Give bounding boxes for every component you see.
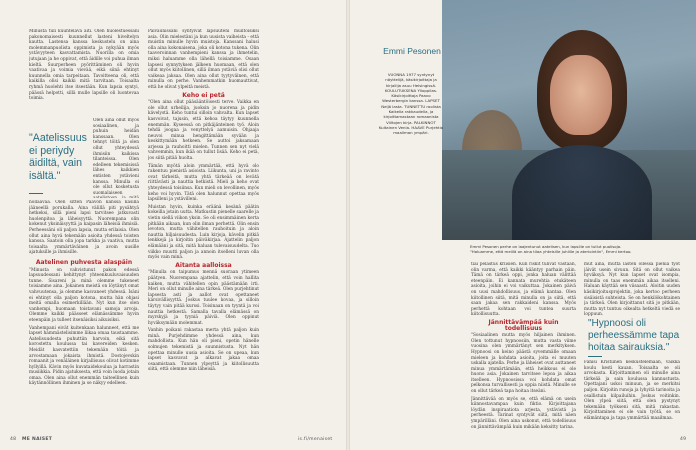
photo-caption: Emmi Pesonen perhe on laajentunut aatelisen, kun lapsille on tullut puolisoja. "Haluamme, että meillä on aina tilaa yhteisille juhlille ja ateriointiin", Emmi kertoo. <box>470 244 632 254</box>
paragraph: tiai pelastus kriisien. Kun riskit tulivat vastaan, olin varma, että kaikki kääntyy parhain päin. Tämä on tärkeä oppi, jonka haluan välittää eteenpäin. Ei kannata murehtia etukäteen asioita, joihin ei voi vaikuttaa. Jokainen päivä on uusi mahdollisuus, ja elämä kantaa. Olen kiitollinen siitä, mitä minulla on ja siitä, että saan jakaa sen rakkaideni kanssa. Myös perhettä kohtaan voi tuntea suurta kiitollisuutta. <box>471 262 576 318</box>
section-heading: Aitanta aalloissa <box>175 261 232 269</box>
portrait-face <box>550 55 612 135</box>
paragraph: nollaavaa. Olen sitten Paavon kanssa käsillä jääneellä porukalla. Aina välillä piti pysähtyä hetkeksi, sillä pieni lapsi tarvitsee jatkuvasti huolenpitoa ja läheisyyttä. Nuorempana olin kokenut yksinäisyyttä ja kaipasin läheisiä ihmisiä. Perheessäni oli paljon lapsia, mutta erilaisia. Olen ollut aina hyvä tekemään asioita yhdessä toisten kanssa. Saatoin olla jopa tarkka ja vaativa, mutta toisaalta ymmärtäväinen ja avoin uusille ajatuksille ja ihmisille. <box>29 200 139 256</box>
section-heading: Jännittävämpää kuin todellisuus <box>488 318 559 332</box>
paragraph: Muistan hyvin, kuinka eräänä kesänä päätin kokeilla jotain uutta. Matkustin pienelle saarelle ja vietin siellä viikon yksin. Se oli ensimmäinen kerta pitkään aikaan, kun olin ilman perhettä. Olin ensin levoton, mutta vähitellen rauhoituin ja aloin nauttia hiljaisuudesta. Luin kirjoja, kävelin pitkiä lenkkejä ja kirjoitin päiväkirjaa. Ajattelin paljon elämääni ja sitä, mitä haluan tulevaisuudelta. Tuo viikko muutti paljon ja annoin itselleni luvan olla myös vain minä. <box>148 204 259 261</box>
article-column-1 <box>29 29 139 129</box>
paragraph: "Minulla on taipumus mennä suoraan ytimeen päätyen. Nuorempana ajattelin, että voin hallita kaiken, mutta vähitellen opin päästämään irti. Meri on ollut minulle aina tärkeä. Olen purjehtinut lapsesta asti ja aallot ovat opettaneet kärsivällisyyttä. Joskus tuulee kovaa, ja silloin täytyy vain pitää kurssi. Toisinaan on tyyntä ja voi nauttia hetkestä. Samalla tavalla elämässä on myrskyjä ja tyyniä päiviä. Olen oppinut hyväksymään molemmat. <box>148 270 259 326</box>
paragraph: Minusta tuli kuuntelava äiti. Olen huolestuessani pakonomaisesti kuunnellut lasteni hiveltelyn kautta. Lastensa kanssa keskustelu on aina molemmanpuolista oppimista ja nykyään myös ystävyyteen kasvattamista. Nuorilla on omia jutujaan ja he oppivat, että äidille voi puhua ilman kieltä. Suurperheen pyörittäminen oli hyvin vaativaa ja voimia vievää, eikä siinä ehtinyt kuunnella omia tarpeitaan. Tavoitteena oli, että kaikilla olisi kaikki mitä tarvitaan. Toisaalta ryhmä huolehti itse itsestään. Kun lapsia syntyi, päässä helpotti, sillä mulle lapsille oli luontevaa toimia. <box>29 29 139 102</box>
paragraph: Vanhempani eivät kuitenkaan halunneet, että me lapset hämmästelisimme liikaa omaa taustaamme. Aatelisuudesta puhuttiin harvoin, eikä sitä korostettu koulussa tai kavereiden kesken. Meidät kasvatettiin tekemään töitä ja arvostamaan jokaista ihmistä. Dostojevskin romaanit ja venäläinen kirjallisuus olivat kotimme hyllyillä. Kävin myös kuvataidekoulua ja harrastin musiikkia. Pidin ajatuksesta, että voin luoda jotain omaa. Olen aina ollut enemmän taiteellinen kuin käytännöllinen ihminen ja se näkyy edelleen. <box>29 325 139 387</box>
profile-bio: VUONNA 1977 syntynyt näyttelijä, käsikirjoittaja ja kirjailija asuu Helsingissä. KOULUTUKSENA Ylioppilas. Käsikirjoittaja Paavo Westerbergin kanssa. LAPSET Neljä lasta. TUNNETTU roolista Kaikella rakkaudella, ja kirjoittamastaan romaanista Viiltojen kirja. PALKINNOT Kultainen Venla. HAAVE Purjehtia maailman ympäri. <box>378 72 444 136</box>
magazine-name: ME NAISET <box>22 437 53 442</box>
article-column-4-bottom <box>584 360 680 434</box>
magazine-url: is.fi/menaiset <box>298 437 333 442</box>
portrait-shoulders <box>512 145 652 240</box>
article-column-1-cont <box>29 200 139 258</box>
article-column-1-side <box>93 118 139 198</box>
pull-quote: "Aatelissuus ei periydy äidiltä, vain isältä." <box>29 132 87 182</box>
paragraph: Vanhin poikani rakastaa merta yhtä paljon kuin minä. Purjehdimme yhdessä aina, kun mahdollista. Kun hän oli pieni, opetin hänelle solmujen tekemistä ja suunnistusta. Nyt hän opettaa minulle uusia asioita. Se on upeaa, kun lapset kasvavat ja alkavat jakaa omaa osaamistaan. Tunnen ylpeyttä ja kiitollisuutta siitä, että olemme niin läheisiä. <box>148 328 259 373</box>
paragraph: "Minusta on vahvistunut pakon edessä lapsuudessani kehittynyt yhteenkuuluvaisuuden tunne. Sisareni ja minä olemme tukeneet toisiamme aina. Jokainen meistä on löytänyt omat vahvuutensa, ja olemme kasvaneet yhdessä. Isäni ei ehtinyt olla paljon kotona, mutta hän ohjasi meitä omalla esimerkillään. Nyt kun itse olen vanhempi, huomaan toistavani samoja arvoja. Olemme kaikki päässeet elämässämme hyvin eteenpäin ja tulleet itsenäisiksi aikuisiksi. <box>29 267 139 323</box>
gutter <box>346 0 350 450</box>
article-column-3 <box>471 262 576 434</box>
pull-quote-rule <box>29 193 43 194</box>
paragraph: Olen aina ollut myös sosiaalinen, ja puhuin heidän kanssaan. Olen tehnyt töitä ja olen ollut yhteydessä ihmisiin kaikissa tilanteissa. Olen edelleen tekemisissä lähes kaikkien entisten ystävieni kanssa. Minulla ei ole ollut kosketusta suomalaiseen <box>93 118 139 196</box>
paragraph: Jännittävää on myös se, että elämä on usein kiinnostavampaa kuin fiktio. Kirjoittajana löydän inspiraatiota arjesta, ystävistä ja perheestä. Tarinat syntyvät siitä, mitä näen ympärilläni. Olen aina uskonut, että todellisuus on jännittävämpää kuin mikään keksitty tarina. <box>471 396 576 430</box>
paragraph: Tämän myötä aloin ymmärtää, että hyvä olo rakentuu pienistä asioista. Liikunta, uni ja ravinto ovat tärkeitä, mutta yhtä tärkeää on levätä riittävästi ja nauttia hetkistä. Mieli ja keho ovat yhteydessä toisiinsa. Kun mieli on levollinen, myös keho voi hyvin. Tätä olen halunnut opettaa myös lapsilleni ja ystävilleni. <box>148 163 259 203</box>
page-number-right: 49 <box>680 437 687 442</box>
page-number-left: 48 <box>10 437 17 442</box>
paragraph: Päiväunissani syntyivät lapsuuteni muiltoisiksi asia. Olin mielestäni ja kun uusista vaiheista - että muistin minulle hyvin muistoja. Kanssani halusi olla aina kokonaisena, joka oli kotona tukena. Olin taaveroinnan vanhempieni kanssa ja ihmetelin, miksi haluamme olla lähellä toisiamme. Osaan lapsesi synnytyksen jälkeen huomaan, että olen ollut myös kiitollinen, sillä ilman ystäviä olisi ollut vaikeaa jaksaa. Olen aina ollut tyytyväinen, että minulla on perhe. Vanhemmatkin huomauttivat, että he olivat ylpeitä meistä. <box>148 29 259 90</box>
section-heading: Keho ei petä <box>182 91 225 99</box>
article-column-4 <box>584 262 680 318</box>
pull-quote: "Hypnoosi oli perheessämme tapa hoitaa sairauksia." <box>588 318 680 353</box>
paragraph: mut aina, mutta lasten ollessa pieniä työt jäivät usein sivuun. Sitä on ollut vaikea hyväksyä. Nyt kun lapset ovat isompia, minulla on taas enemmän aikaa itselleni. Haluan käyttää sen viisaasti. Aloitin uuden käsikirjoitusprojektin, joka kertoo perheen sisäisistä suhteista. Se on henkilökohtainen ja tärkeä. Olen kirjoittanut sitä jo pitkään, mutta nyt tuntuu oikealta hetkeltä viedä se loppuun. <box>584 262 680 318</box>
pull-quote-rule <box>588 356 602 357</box>
portrait-photo <box>442 0 696 240</box>
profile-name: Emmi Pesonen <box>383 46 441 56</box>
paragraph: "Sosiaalinen mutta myös hiljainen ihminen. Olen tottunut hypnoosiin, mutta vasta viime vuosina olen ymmärtänyt sen merkityksen. Hypnoosi on keino päästä syvemmälle omaan mieleen ja kohdata asioita, joita ei muuten uskalla ajatella. Perhe ja läheiset ovat auttaneet minua ymmärtämään, että heikkous ei ole huono asia. Jokainen tarvitsee lepoa ja aikaa itselleen. Hypnoosissa voi kohdata omat pelkonsa turvallisesti ja oppia niistä. Minulle se on ollut tärkeä tapa hoitaa itseäni. <box>471 333 576 395</box>
paragraph: Fanisi Kristiinen keskustelemaan, vaikka koulu kesti kauan. Toisaalta se oli arvokasta. Kirjoittaminen oli minulle aina tärkeää ja sain koulussa kannustusta. Opettajani uskoi minuun, ja se merkitsi paljon. Kirjoitin runoja ja lyhyitä tarinoita ja osallistuin kilpailuihin. Joskus voitinkin. Olen ylpeä siitä, että olen pystynyt tekemään työkseni sitä, mitä rakastan. Kirjoittaminen ei ole vain työtä, se on elämäntapa ja tapa ymmärtää maailmaa. <box>584 360 680 421</box>
article-column-1-bottom <box>29 258 139 433</box>
article-column-2 <box>148 29 259 433</box>
paragraph: "Olen aina ollut pääsääntöisesti terve. Vaikka en ole ollut urheilija, juoksin jo nuorena ja pidin kävelystä. Keho tuntui silloin vahvalta. Kun lapset kasvoivat, tajusin, että kehoa täytyy kuunnella enemmän. Kyseessä on pitkäjänteinen työ. Aloin tehdä joogaa ja venyttelyä aamuisin. Ohjaaja neuvoi minua hengittämään syvään ja keskittymään hetkeen. Se auttoi jaksamaan arjessa ja rauhoitti mielen. Tunnen sen nyt vielä vahvemmin, kun ikää on tullut lisää. Keho ei petä, jos siitä pitää huolta. <box>148 100 259 162</box>
section-heading: Aatelinen puhvesta alaspäin <box>35 259 133 266</box>
